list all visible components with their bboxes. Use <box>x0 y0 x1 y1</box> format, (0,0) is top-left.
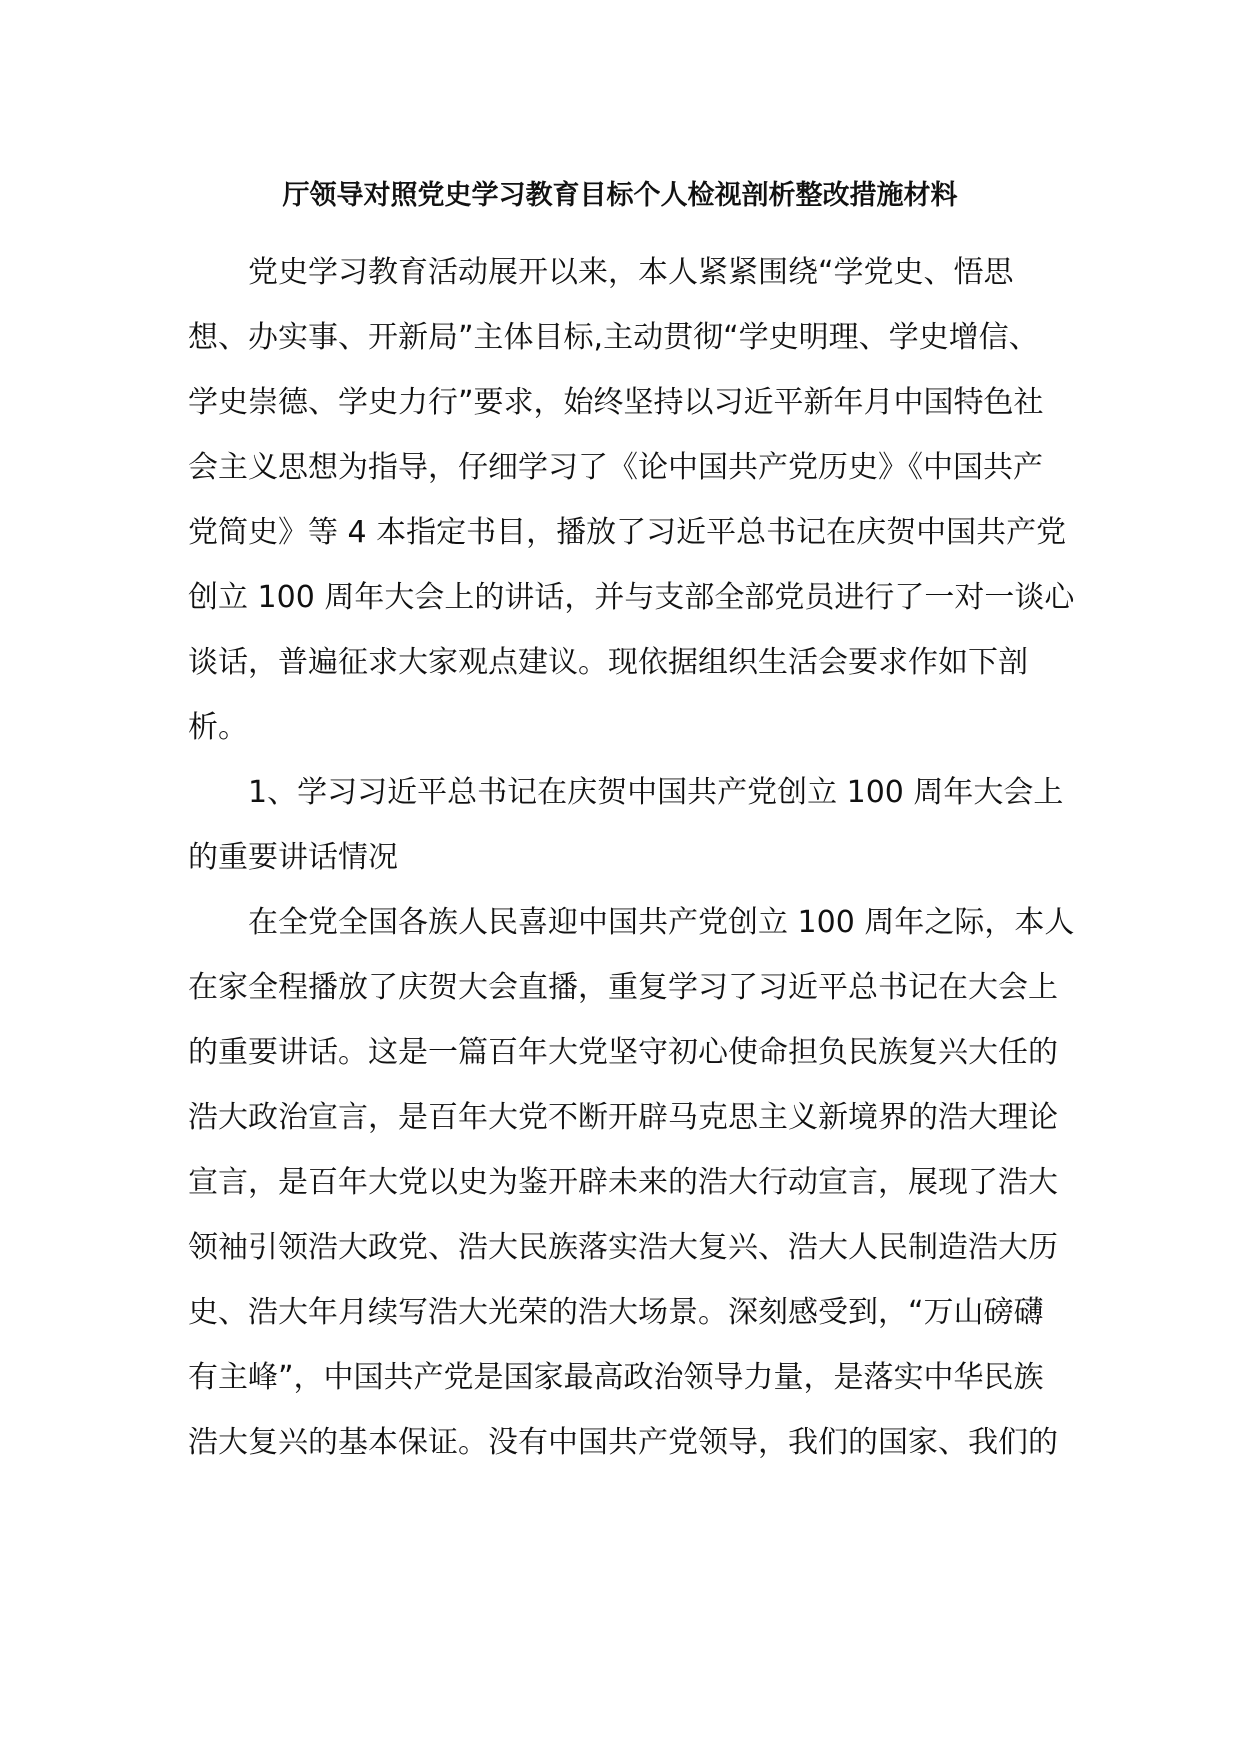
paragraph-3-line-4: 浩大政治宣言，是百年大党不断开辟马克思主义新境界的浩大理论 <box>188 1100 1058 1135</box>
document-body <box>188 240 1075 1475</box>
paragraph-3-line-8: 有主峰”，中国共产党是国家最高政治领导力量，是落实中华民族 <box>188 1360 1044 1395</box>
paragraph-3-line-3: 的重要讲话。这是一篇百年大党坚守初心使命担负民族复兴大任的 <box>188 1035 1058 1070</box>
paragraph-1-line-3: 学史崇德、学史力行”要求，始终坚持以习近平新年月中国特色社 <box>188 385 1044 420</box>
paragraph-1-line-7: 谈话，普遍征求大家观点建议。现依据组织生活会要求作如下剖 <box>188 645 1028 680</box>
paragraph-1-line-8: 析。 <box>188 710 248 745</box>
paragraph-1-line-2: 想、办实事、开新局”主体目标,主动贯彻“学史明理、学史增信、 <box>188 320 1039 355</box>
paragraph-1-line-1: 党史学习教育活动展开以来，本人紧紧围绕“学党史、悟思 <box>188 255 1014 290</box>
section-heading-line-1: 1、学习习近平总书记在庆贺中国共产党创立 100 周年大会上 <box>188 775 1064 810</box>
paragraph-3-line-5: 宣言，是百年大党以史为鉴开辟未来的浩大行动宣言，展现了浩大 <box>188 1165 1058 1200</box>
paragraph-3-line-7: 史、浩大年月续写浩大光荣的浩大场景。深刻感受到，“万山磅礴 <box>188 1295 1044 1330</box>
paragraph-1-line-6: 创立 100 周年大会上的讲话，并与支部全部党员进行了一对一谈心 <box>188 580 1075 615</box>
document-title: 厅领导对照党史学习教育目标个人检视剖析整改措施材料 <box>282 180 958 211</box>
paragraph-3-line-1: 在全党全国各族人民喜迎中国共产党创立 100 周年之际，本人 <box>188 905 1075 940</box>
paragraph-3-line-9: 浩大复兴的基本保证。没有中国共产党领导，我们的国家、我们的 <box>188 1425 1058 1460</box>
section-heading-line-2: 的重要讲话情况 <box>188 840 398 875</box>
paragraph-1-line-5: 党简史》等 4 本指定书目，播放了习近平总书记在庆贺中国共产党 <box>188 515 1067 550</box>
paragraph-1-line-4: 会主义思想为指导，仔细学习了《论中国共产党历史》《中国共产 <box>188 450 1043 485</box>
paragraph-3-line-2: 在家全程播放了庆贺大会直播，重复学习了习近平总书记在大会上 <box>188 970 1058 1005</box>
paragraph-3-line-6: 领袖引领浩大政党、浩大民族落实浩大复兴、浩大人民制造浩大历 <box>188 1230 1058 1265</box>
